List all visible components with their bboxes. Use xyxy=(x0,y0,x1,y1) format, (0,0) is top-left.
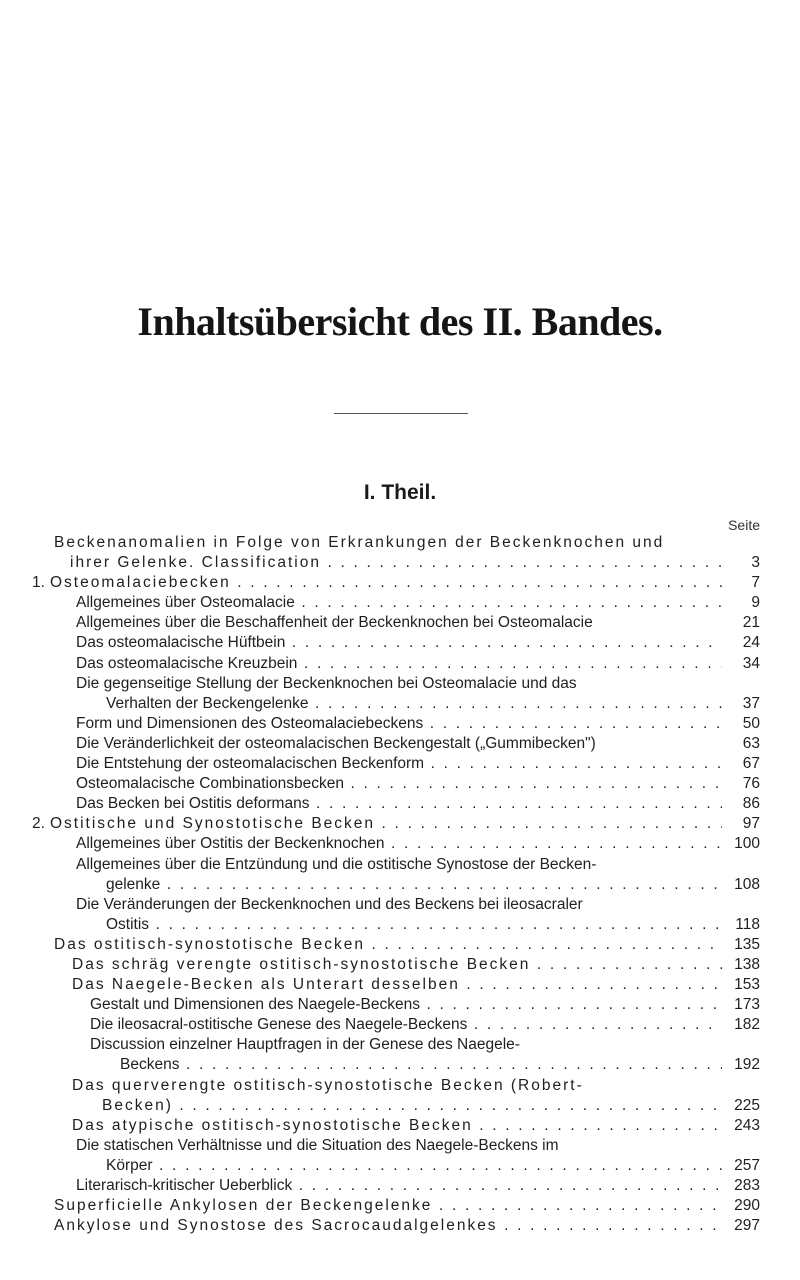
toc-entry xyxy=(32,1196,760,1216)
toc-entry xyxy=(32,975,760,995)
toc-entry xyxy=(32,654,760,674)
toc-entry-page: 21 xyxy=(742,614,760,632)
toc-entry xyxy=(32,533,760,553)
toc-entry xyxy=(32,875,760,895)
toc-entry-title: Die Veränderlichkeit der osteomalacischen Beckengestalt („Gummibecken") xyxy=(76,734,596,752)
toc-entry-title: Das querverengte ostitisch-synostotische Becken (Robert- xyxy=(72,1076,584,1094)
toc-entry-page: 192 xyxy=(734,1056,760,1074)
toc-entry-title: gelenke . . . xyxy=(106,875,722,895)
toc-entry-page: 243 xyxy=(734,1116,760,1134)
toc-entry xyxy=(32,1216,760,1236)
toc-entry-page: 138 xyxy=(734,955,760,973)
toc-entry-page: 297 xyxy=(734,1217,760,1235)
toc-entry-page: 100 xyxy=(734,835,760,853)
toc-entry-page: 118 xyxy=(735,915,760,933)
part-heading: I. Theil. xyxy=(363,481,437,504)
toc-entry-title: Ostitische und Synostotische Becken . . . xyxy=(50,814,722,834)
toc-entry-title: Die gegenseitige Stellung der Beckenknochen bei Osteomalacie und das xyxy=(76,674,577,692)
toc-entry-page: 34 xyxy=(742,654,760,672)
toc-entry-page: 225 xyxy=(734,1096,760,1114)
toc-entry-title: Körper . . . xyxy=(106,1156,722,1176)
toc-entry-number: 2. xyxy=(32,815,45,833)
toc-entry-title: Literarisch-kritischer Ueberblick . . . xyxy=(76,1176,722,1196)
toc-entry-page: 283 xyxy=(734,1177,760,1194)
toc-entry-title: Osteomalaciebecken . . . xyxy=(50,573,722,593)
toc-entry xyxy=(32,834,760,854)
title-rule xyxy=(334,413,468,414)
toc-entry-title: Das Becken bei Ostitis deformans . . . xyxy=(76,794,722,814)
toc-entry-title: Verhalten der Beckengelenke . . . xyxy=(106,694,722,714)
toc-entry-title: Das osteomalacische Hüftbein . . . xyxy=(76,633,722,653)
toc-entry xyxy=(32,573,760,593)
toc-entry-title: Allgemeines über Ostitis der Beckenknochen . . . xyxy=(76,834,722,854)
toc-entry xyxy=(32,553,760,573)
toc-entry xyxy=(32,714,760,734)
toc-entry xyxy=(32,794,760,814)
toc-entry-title: Das atypische ostitisch-synostotische Becken . . . xyxy=(72,1116,722,1136)
toc-entry-page: 24 xyxy=(742,634,760,652)
toc-entry-page: 97 xyxy=(742,815,760,833)
toc-entry-title: Das schräg verengte ostitisch-synostotische Becken . . . xyxy=(72,955,722,975)
toc-entry-title: Die Veränderungen der Beckenknochen und des Beckens bei ileosacraler xyxy=(76,895,583,913)
toc-entry-title: Das osteomalacische Kreuzbein . . . xyxy=(76,654,722,674)
toc-entry-title: Ankylose und Synostose des Sacrocaudalgelenkes . . . xyxy=(54,1216,722,1236)
toc-entry xyxy=(32,915,760,935)
toc-entry-page: 153 xyxy=(734,976,760,994)
toc-entry xyxy=(32,674,760,694)
page-title: Inhaltsübersicht des II. Bandes. xyxy=(137,299,663,344)
toc-entry-page: 3 xyxy=(751,554,760,572)
toc-entry-page: 76 xyxy=(742,775,760,793)
toc-entry-page: 9 xyxy=(751,594,760,612)
toc-entry-page: 86 xyxy=(742,795,760,813)
toc-entry-title: ihrer Gelenke. Classification . . . xyxy=(70,553,722,573)
toc-entry-title: Allgemeines über die Beschaffenheit der Beckenknochen bei Osteomalacie xyxy=(76,614,593,632)
toc-entry-title: Gestalt und Dimensionen des Naegele-Beckens . . . xyxy=(90,995,722,1015)
toc-entry-title: Superficielle Ankylosen der Beckengelenke . . . xyxy=(54,1196,722,1216)
toc-entry xyxy=(32,1015,760,1035)
toc-entry xyxy=(32,935,760,955)
toc-entry xyxy=(32,754,760,774)
toc-entry-number: 1. xyxy=(32,574,45,592)
toc-entry xyxy=(32,774,760,794)
toc-entry xyxy=(32,694,760,714)
page-column-label: Seite xyxy=(728,517,760,533)
toc-entry xyxy=(32,593,760,613)
toc-entry-title: Allgemeines über die Entzündung und die ostitische Synostose der Becken- xyxy=(76,855,597,873)
toc-entry xyxy=(32,1176,760,1196)
toc-entry-title: Die statischen Verhältnisse und die Situation des Naegele-Beckens im xyxy=(76,1136,559,1154)
toc-entry-page: 7 xyxy=(751,574,760,592)
toc-entry-title: Die Entstehung der osteomalacischen Beckenform . . . xyxy=(76,754,722,774)
toc-entry xyxy=(32,855,760,875)
toc-entry-title: Becken) . . . xyxy=(102,1096,722,1116)
toc-entry xyxy=(32,955,760,975)
toc-entry-page: 108 xyxy=(734,875,760,893)
toc-entry xyxy=(32,1035,760,1055)
table-of-contents xyxy=(32,533,760,1236)
toc-entry xyxy=(32,995,760,1015)
toc-entry-page: 37 xyxy=(742,694,760,712)
toc-entry-title: Allgemeines über Osteomalacie . . . xyxy=(76,593,722,613)
toc-entry xyxy=(32,734,760,754)
toc-entry-page: 135 xyxy=(734,935,760,953)
toc-entry-title: Das Naegele-Becken als Unterart desselben . . . xyxy=(72,975,722,995)
toc-entry xyxy=(32,1055,760,1075)
toc-entry xyxy=(32,895,760,915)
toc-entry xyxy=(32,633,760,653)
toc-entry xyxy=(32,1096,760,1116)
toc-entry xyxy=(32,814,760,834)
toc-entry xyxy=(32,613,760,633)
toc-entry xyxy=(32,1136,760,1156)
toc-entry xyxy=(32,1116,760,1136)
toc-entry-title: Die ileosacral-ostitische Genese des Naegele-Beckens . . . xyxy=(90,1015,722,1035)
toc-entry-page: 290 xyxy=(734,1197,760,1215)
toc-entry-title: Das ostitisch-synostotische Becken . . . xyxy=(54,935,722,955)
toc-entry-page: 50 xyxy=(742,714,760,732)
toc-entry xyxy=(32,1156,760,1176)
toc-entry xyxy=(32,1076,760,1096)
toc-entry-title: Beckenanomalien in Folge von Erkrankungen der Beckenknochen und xyxy=(54,534,665,551)
toc-entry-page: 182 xyxy=(734,1016,760,1034)
toc-entry-title: Discussion einzelner Hauptfragen in der Genese des Naegele- xyxy=(90,1036,520,1054)
toc-entry-title: Ostitis . . . xyxy=(106,915,722,935)
toc-entry-page: 173 xyxy=(734,996,760,1014)
toc-entry-title: Form und Dimensionen des Osteomalaciebeckens . . . xyxy=(76,714,722,734)
toc-entry-title: Beckens . . . xyxy=(120,1055,722,1075)
toc-entry-page: 257 xyxy=(734,1156,760,1174)
toc-entry-page: 63 xyxy=(742,734,760,752)
toc-entry-page: 67 xyxy=(742,755,760,773)
toc-entry-title: Osteomalacische Combinationsbecken . . . xyxy=(76,774,722,794)
